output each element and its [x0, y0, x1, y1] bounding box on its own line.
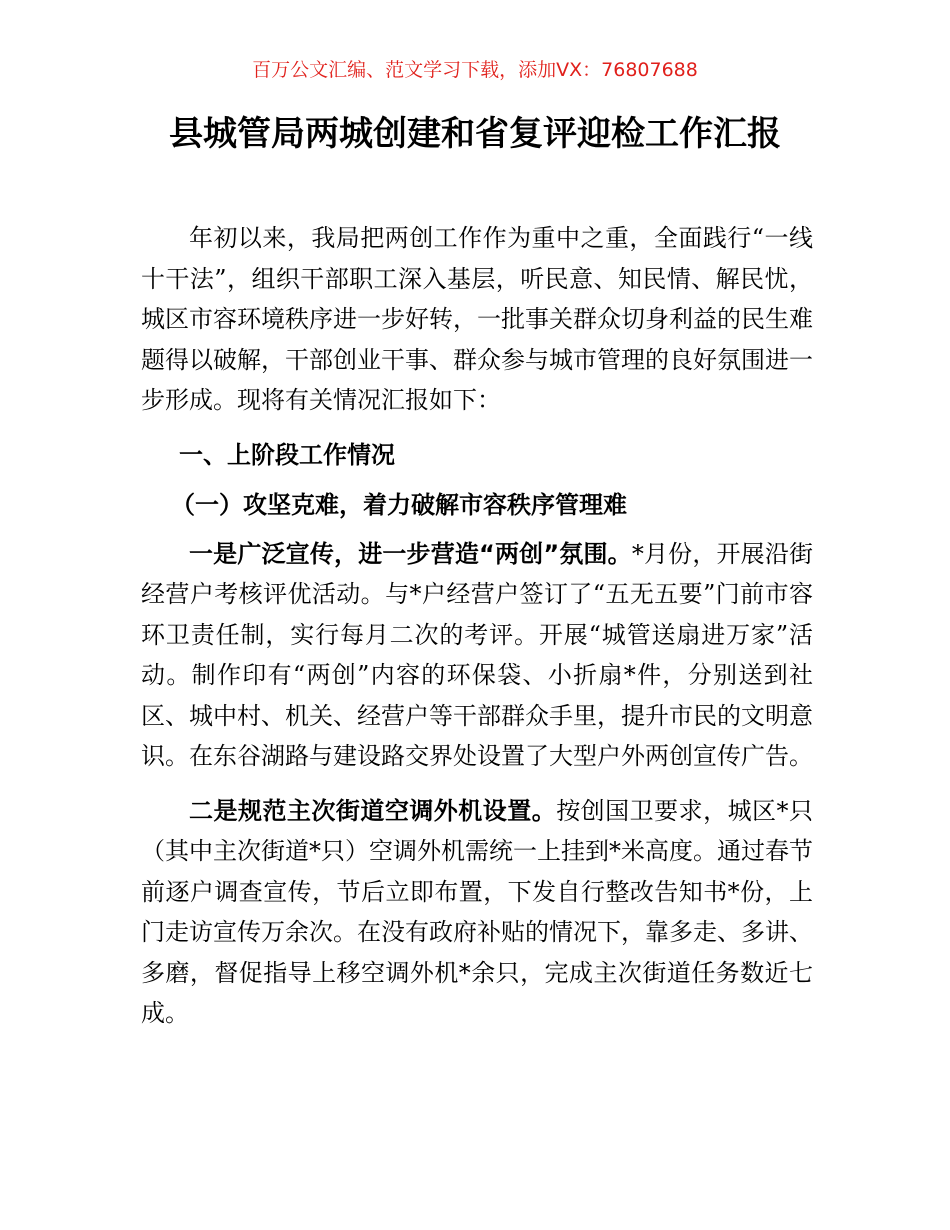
intro-paragraph: 年初以来，我局把两创工作作为重中之重，全面践行“一线十干法”，组织干部职工深入基层，听民意、知民情、解民忧，城区市容环境秩序进一步好转，一批事关群众切身利益的民生难题得以破解，干部创业干事、群众参与城市管理的良好氛围进一步形成。现将有关情况汇报如下：	[141, 224, 813, 414]
item-text: *月份，开展沿街经营户考核评优活动。与*户经营户签订了“五无五要”门前市容环卫责任制，实行每月二次的考评。开展“城管送扇进万家”活动。制作印有“两创”内容的环保袋、小折扇*件，分别送到社区、城中村、机关、经营户等干部群众手里，提升市民的文明意识。在东谷湖路与建设路交界处设置了大型户外两创宣传广告。	[141, 539, 814, 770]
item-lead: 二是规范主次街道空调外机设置。	[189, 796, 557, 825]
list-item	[141, 534, 813, 777]
document-body	[141, 218, 813, 1048]
list-item	[141, 791, 813, 1034]
subsection-heading: （一）攻坚克难，着力破解市容秩序管理难	[171, 491, 627, 519]
watermark-banner: 百万公文汇编、范文学习下载，添加VX：76807688	[252, 59, 698, 81]
document-title: 县城管局两城创建和省复评迎检工作汇报	[169, 114, 781, 154]
item-lead: 一是广泛宣传，进一步营造“两创”氛围。	[189, 539, 632, 568]
section-heading: 一、上阶段工作情况	[179, 440, 395, 469]
item-text: 按创国卫要求，城区*只（其中主次街道*只）空调外机需统一上挂到*米高度。通过春节前逐户调查宣传，节后立即布置，下发自行整改告知书*份，上门走访宣传万余次。在没有政府补贴的情况下，靠多走、多讲、多磨，督促指导上移空调外机*余只，完成主次街道任务数近七成。	[141, 796, 814, 1027]
